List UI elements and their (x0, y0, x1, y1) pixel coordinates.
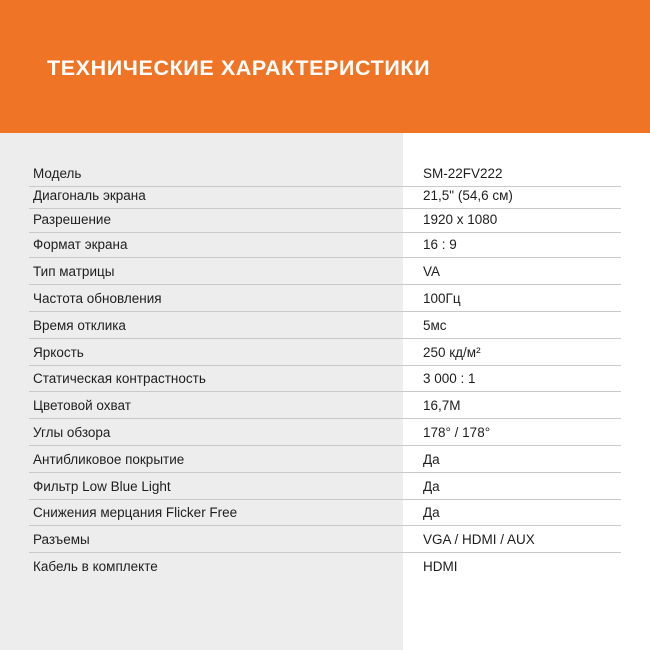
spec-row-brightness (0, 339, 650, 366)
spec-row-matrix (0, 258, 650, 285)
spec-value: 16,7M (423, 398, 461, 413)
spec-value: HDMI (423, 559, 458, 574)
spec-label: Снижения мерцания Flicker Free (33, 505, 238, 520)
spec-value: 16 : 9 (423, 237, 457, 252)
spec-label: Частота обновления (33, 291, 162, 306)
spec-row-viewing-angles (0, 419, 650, 446)
spec-row-resolution (0, 209, 650, 233)
spec-label: Кабель в комплекте (33, 559, 158, 574)
spec-value: Да (423, 479, 440, 494)
spec-row-response (0, 312, 650, 339)
spec-label: Статическая контрастность (33, 371, 206, 386)
spec-row-flicker-free (0, 500, 650, 526)
spec-label: Фильтр Low Blue Light (33, 479, 171, 494)
spec-label: Диагональ экрана (33, 188, 146, 203)
spec-value: Да (423, 452, 440, 467)
spec-row-ports (0, 526, 650, 553)
spec-label: Тип матрицы (33, 264, 115, 279)
spec-row-aspect (0, 233, 650, 258)
spec-value: Да (423, 505, 440, 520)
spec-row-color-gamut (0, 392, 650, 419)
spec-value: SM-22FV222 (423, 166, 503, 181)
spec-label: Яркость (33, 345, 84, 360)
spec-value: 250 кд/м² (423, 345, 481, 360)
spec-value: VA (423, 264, 441, 279)
spec-label: Время отклика (33, 318, 126, 333)
spec-value: 21,5" (54,6 см) (423, 188, 513, 203)
spec-row-refresh (0, 285, 650, 312)
page-title: ТЕХНИЧЕСКИЕ ХАРАКТЕРИСТИКИ (47, 56, 431, 80)
spec-label: Цветовой охват (33, 398, 131, 413)
spec-value: VGA / HDMI / AUX (423, 532, 535, 547)
spec-label: Углы обзора (33, 425, 111, 440)
spec-row-antiglare (0, 446, 650, 473)
spec-label: Разъемы (33, 532, 90, 547)
spec-row-cable (0, 553, 650, 580)
spec-value: 5мс (423, 318, 447, 333)
spec-row-model (0, 165, 650, 187)
spec-value: 100Гц (423, 291, 461, 306)
spec-row-low-blue-light (0, 473, 650, 500)
spec-value: 178° / 178° (423, 425, 491, 440)
spec-row-contrast (0, 366, 650, 392)
spec-label: Модель (33, 166, 82, 181)
spec-label: Формат экрана (33, 237, 128, 252)
spec-label: Антибликовое покрытие (33, 452, 185, 467)
spec-row-diagonal (0, 187, 650, 209)
spec-value: 3 000 : 1 (423, 371, 476, 386)
spec-label: Разрешение (33, 212, 111, 227)
spec-value: 1920 x 1080 (423, 212, 498, 227)
